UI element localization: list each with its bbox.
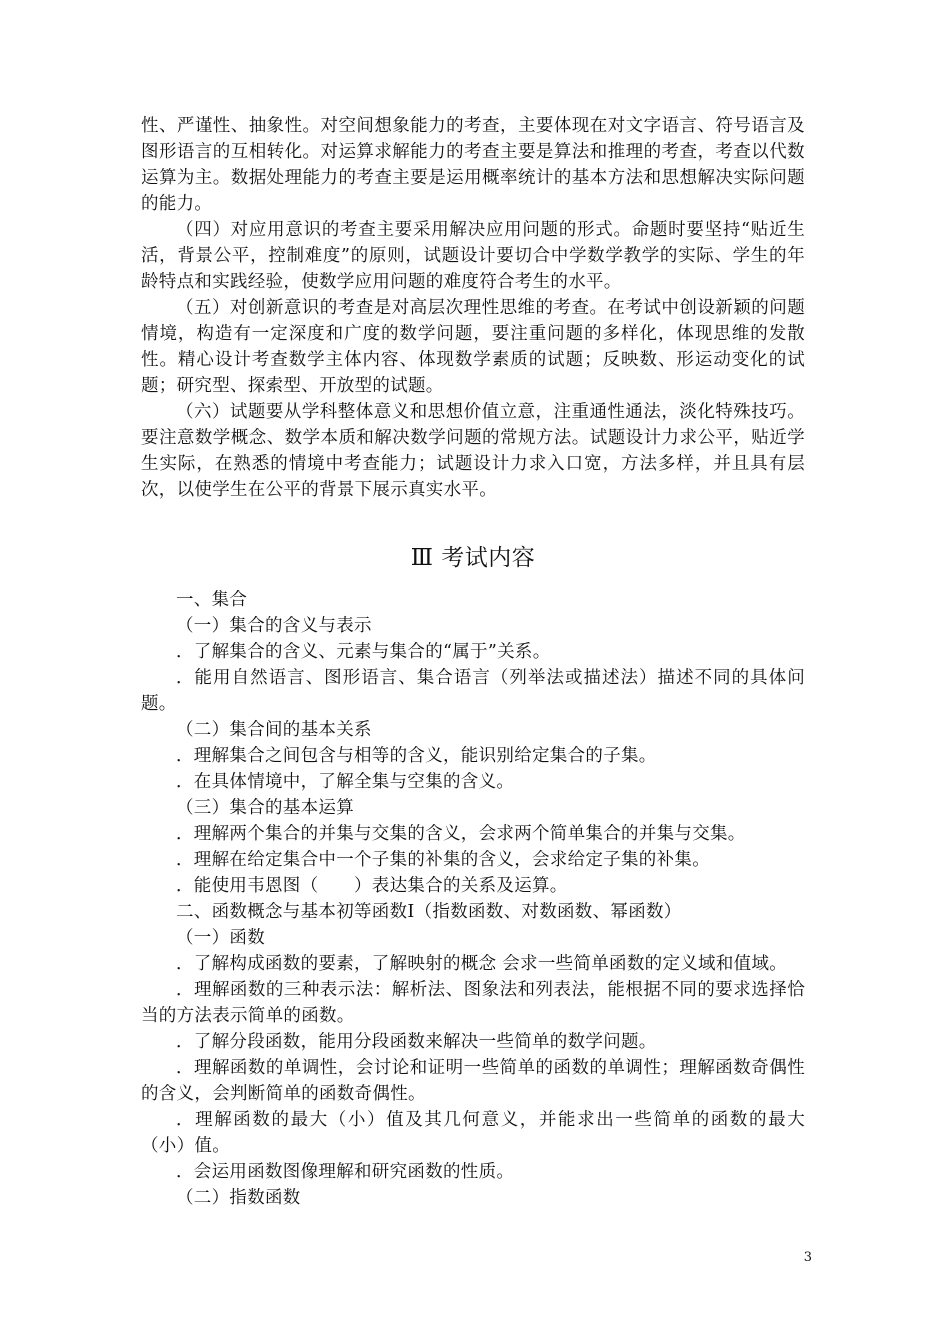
list-item: ．理解在给定集合中一个子集的补集的含义，会求给定子集的补集。	[176, 850, 710, 870]
page-number: 3	[803, 1250, 812, 1265]
list-item: ．了解集合的含义、元素与集合的“属于”关系。	[176, 642, 551, 662]
list-item: ．理解两个集合的并集与交集的含义，会求两个简单集合的并集与交集。	[176, 824, 746, 844]
paragraph-innovation-awareness: （五）对创新意识的考查是对高层次理性思维的考查。在考试中创设新颖的问题情境，构造有一定深度和广度的数学问题，要注重问题的多样化，体现思维的发散性。精心设计考查数学主体内容、体现数学素质的试题；反映数、形运动变化的试题；研究型、探索型、开放型的试题。	[141, 298, 805, 396]
list-item: ．在具体情境中，了解全集与空集的含义。	[176, 772, 515, 792]
intro-text	[141, 113, 805, 503]
list-item: ．能用自然语言、图形语言、集合语言（列举法或描述法）描述不同的具体问题。	[141, 668, 805, 714]
paragraph-question-design: （六）试题要从学科整体意义和思想价值立意，注重通性通法，淡化特殊技巧。要注意数学概念、数学本质和解决数学问题的常规方法。试题设计力求公平，贴近学生实际，在熟悉的情境中考查能力；试题设计力求入口宽，方法多样，并且具有层次，以使学生在公平的背景下展示真实水平。	[141, 402, 805, 500]
subheading-function: （一）函数	[176, 928, 265, 948]
subheading-set-relations: （二）集合间的基本关系	[176, 720, 372, 740]
list-item: ．了解分段函数，能用分段函数来解决一些简单的数学问题。	[176, 1032, 657, 1052]
list-item: ．了解构成函数的要素，了解映射的概念 会求一些简单函数的定义域和值域。	[176, 954, 788, 974]
exam-content	[141, 587, 805, 1211]
list-item: ．理解函数的最大（小）值及其几何意义，并能求出一些简单的函数的最大（小）值。	[141, 1110, 805, 1156]
list-item: ．能使用韦恩图（ ）表达集合的关系及运算。	[176, 876, 568, 896]
section-title: Ⅲ 考试内容	[410, 545, 536, 571]
list-item: ．理解函数的三种表示法：解析法、图象法和列表法，能根据不同的要求选择恰当的方法表示简单的函数。	[141, 980, 805, 1026]
heading-functions: 二、函数概念与基本初等函数Ⅰ（指数函数、对数函数、幂函数）	[176, 902, 682, 922]
paragraph-continued: 性、严谨性、抽象性。对空间想象能力的考查，主要体现在对文字语言、符号语言及图形语言的互相转化。对运算求解能力的考查主要是算法和推理的考查，考查以代数运算为主。数据处理能力的考查主要是运用概率统计的基本方法和思想解决实际问题的能力。	[141, 116, 805, 214]
heading-sets: 一、集合	[176, 590, 248, 610]
list-item: ．理解集合之间包含与相等的含义，能识别给定集合的子集。	[176, 746, 657, 766]
subheading-set-meaning: （一）集合的含义与表示	[176, 616, 372, 636]
list-item: ．会运用函数图像理解和研究函数的性质。	[176, 1162, 515, 1182]
subheading-set-operations: （三）集合的基本运算	[176, 798, 354, 818]
subheading-exponential-function: （二）指数函数	[176, 1188, 301, 1208]
list-item: ．理解函数的单调性，会讨论和证明一些简单的函数的单调性；理解函数奇偶性的含义，会判断简单的函数奇偶性。	[141, 1058, 805, 1104]
paragraph-applied-awareness: （四）对应用意识的考查主要采用解决应用问题的形式。命题时要坚持“贴近生活，背景公平，控制难度”的原则，试题设计要切合中学数学教学的实际、学生的年龄特点和实践经验，使数学应用问题的难度符合考生的水平。	[141, 220, 805, 292]
